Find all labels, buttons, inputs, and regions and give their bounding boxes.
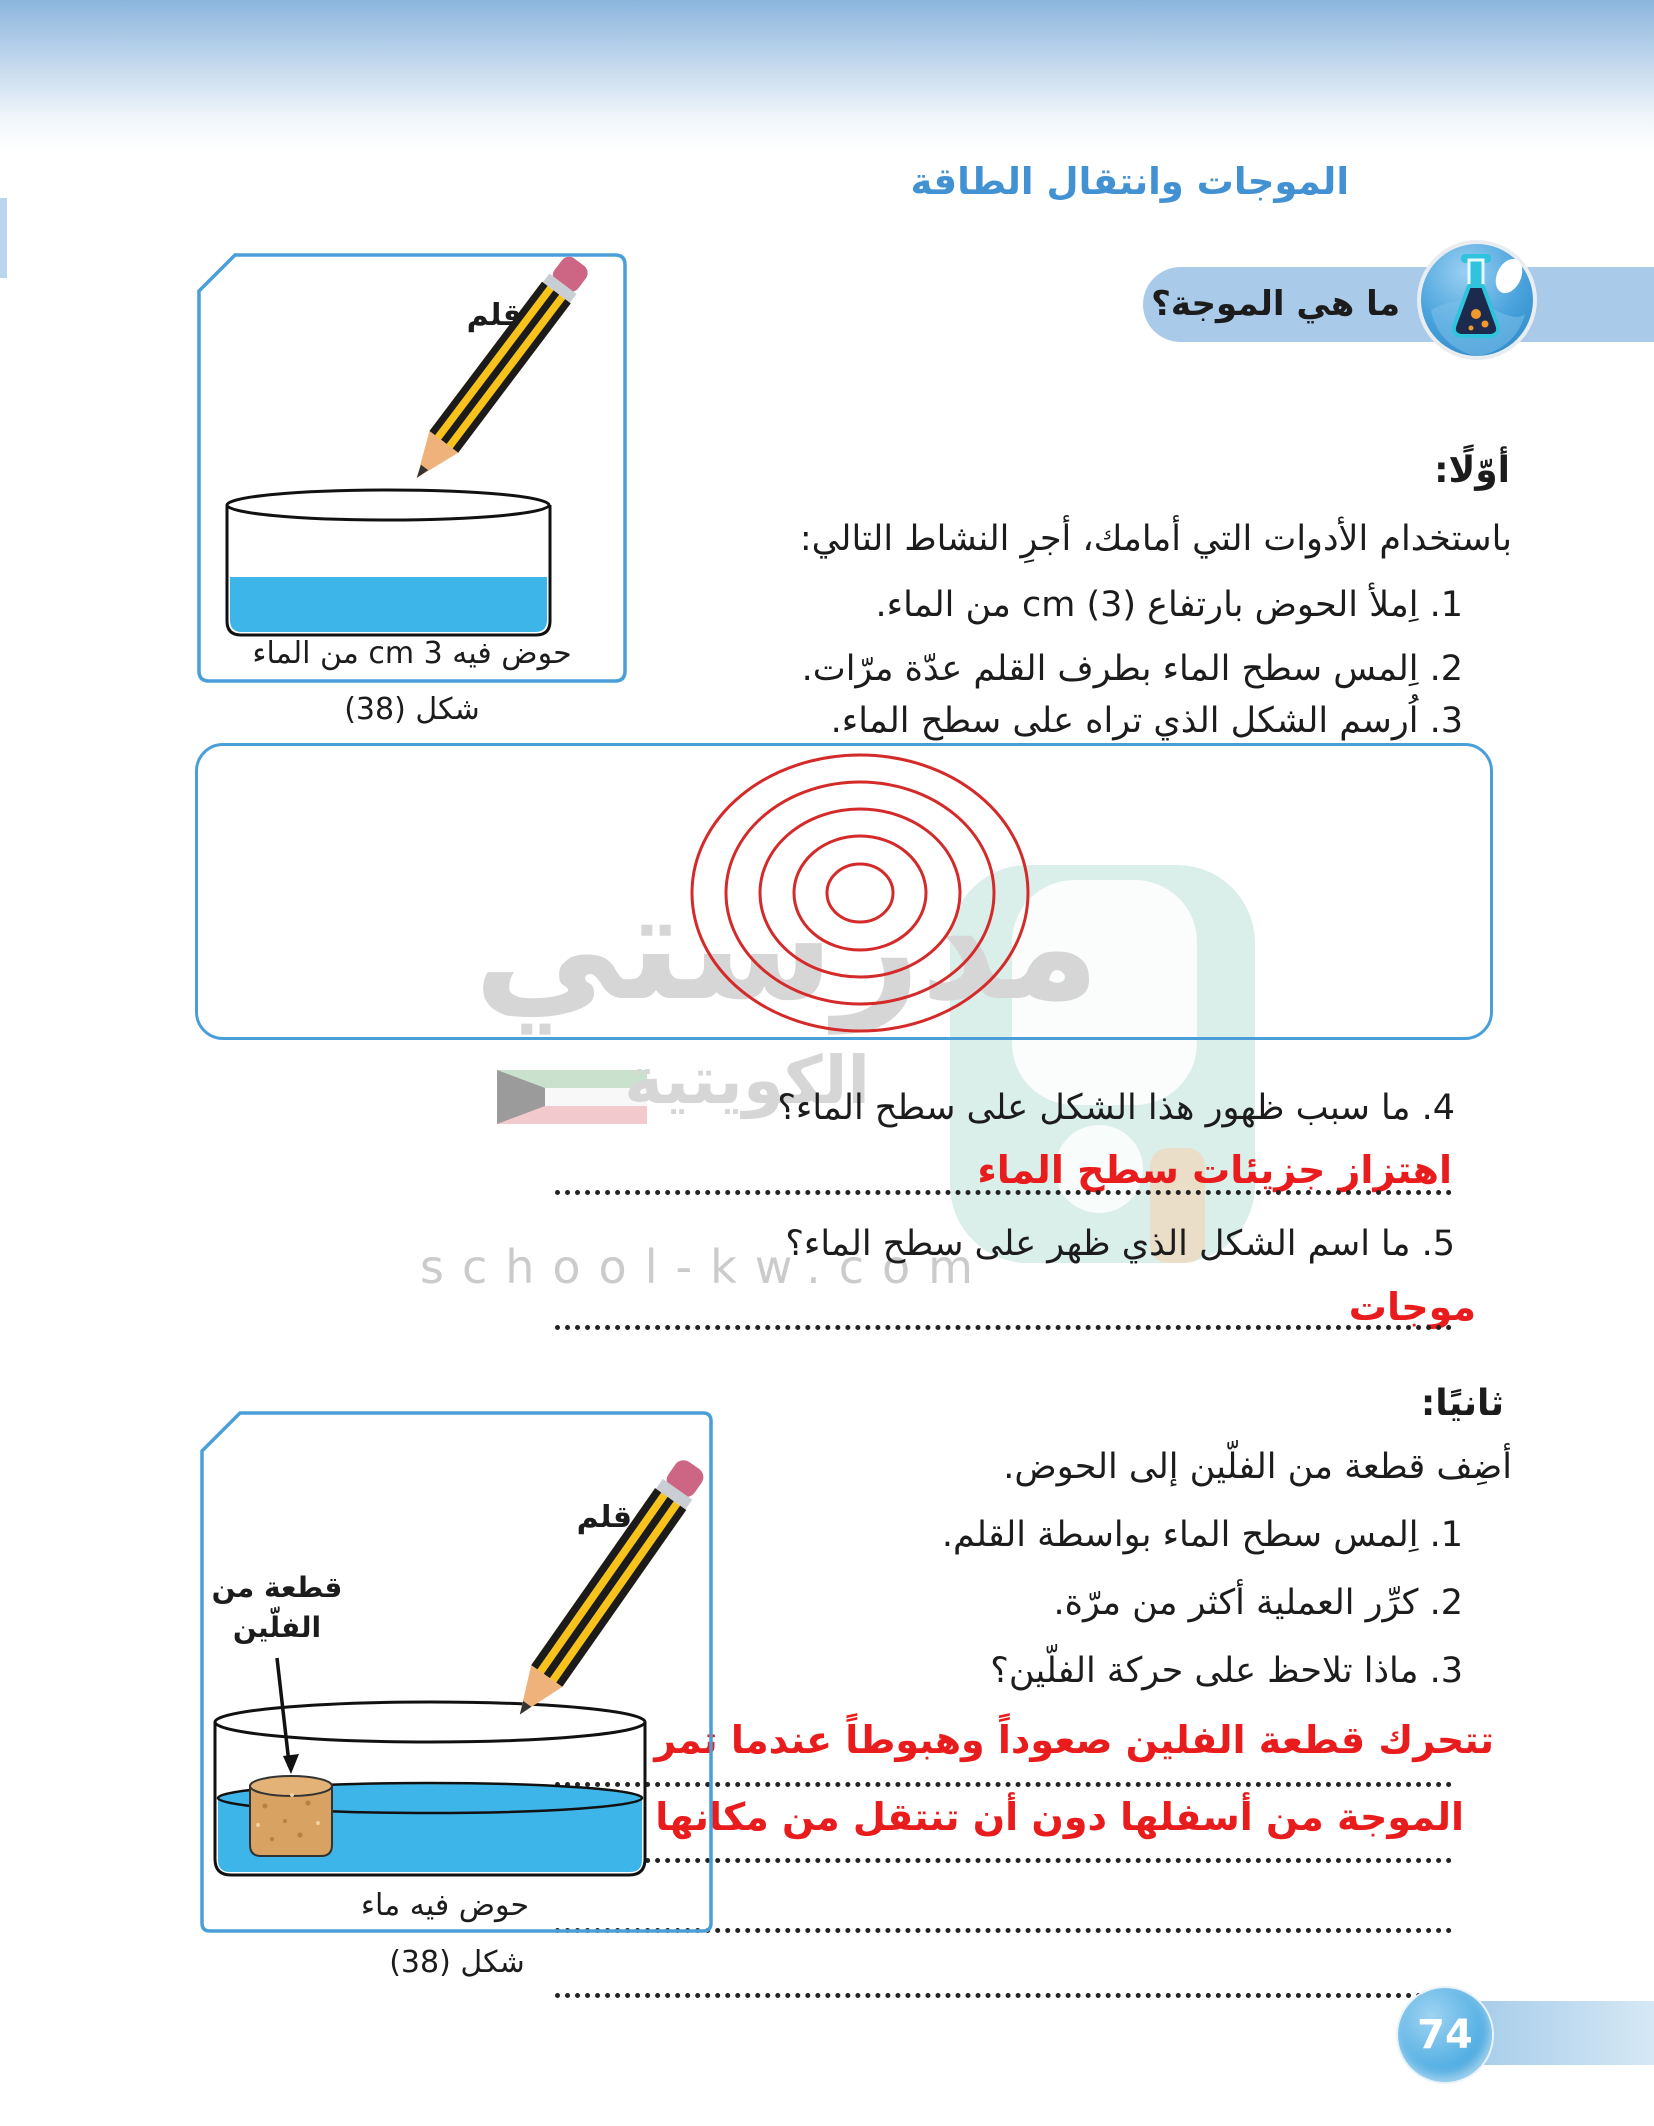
answer-line-2 [555, 1325, 1452, 1330]
figure2-pencil-label: قلم [576, 1500, 632, 1535]
left-edge-decoration [0, 198, 7, 278]
watermark-brand2-text: الكويتية [624, 1042, 870, 1119]
page-number-badge [1398, 1988, 1492, 2082]
activity1-step-1: 1. اِملأ الحوض بارتفاع cm (3) من الماء. [875, 585, 1463, 625]
answer-4: اهتزاز جزيئات سطح الماء [977, 1148, 1452, 1192]
cork-graphic [250, 1776, 332, 1856]
activity1-step-3: 3. اُرسم الشكل الذي تراه على سطح الماء. [830, 701, 1463, 741]
activity2-step-2: 2. كرِّر العملية أكثر من مرّة. [1053, 1583, 1463, 1623]
top-gradient-band [0, 0, 1654, 152]
figure2-cork-label [197, 1568, 357, 1648]
cork-label-line1: قطعة من [211, 1571, 343, 1604]
activity2-step-3: 3. ماذا تلاحظ على حركة الفلّين؟ [990, 1651, 1463, 1691]
figure2-illustration [200, 1411, 715, 1933]
figure1-label: شكل (38) [344, 692, 480, 727]
activity1-intro: باستخدام الأدوات التي أمامك، أجرِ النشاط التالي: [799, 519, 1512, 559]
flask-icon [1413, 236, 1541, 364]
figure2-label: شكل (38) [389, 1945, 525, 1980]
answer-line-6 [555, 1993, 1452, 1998]
question-4: 4. ما سبب ظهور هذا الشكل على سطح الماء؟ [777, 1088, 1455, 1128]
figure1-pencil-label: قلم [466, 298, 522, 333]
figure2-caption: حوض فيه ماء [360, 1888, 530, 1923]
watermark-brand-text: مدرستي [473, 860, 1100, 1034]
activity2-heading: ثانيًا: [1420, 1383, 1504, 1424]
activity2-answer-line1: تتحرك قطعة الفلين صعوداً وهبوطاً عندما تمر [654, 1718, 1494, 1762]
figure1-illustration [197, 253, 627, 683]
activity2-step-1: 1. اِلمس سطح الماء بواسطة القلم. [941, 1515, 1463, 1555]
question-5: 5. ما اسم الشكل الذي ظهر على سطح الماء؟ [785, 1224, 1455, 1264]
answer-5: موجات [1348, 1285, 1476, 1329]
page-title: الموجات وانتقال الطاقة [910, 160, 1349, 203]
page-number: 74 [1417, 2012, 1473, 2058]
pencil-graphic [402, 253, 593, 489]
ripple-rings [195, 743, 1493, 1040]
activity1-heading: أوّلًا: [1434, 450, 1510, 491]
watermark-site-text: school-kw.com [420, 1240, 991, 1294]
answer-line-1 [555, 1190, 1452, 1195]
cork-label-line2: الفلّين [232, 1611, 322, 1644]
section-header-label: ما هي الموجة؟ [1151, 284, 1400, 324]
figure1-caption: حوض فيه cm 3 من الماء [252, 636, 572, 671]
activity2-intro: أضِف قطعة من الفلّين إلى الحوض. [1003, 1447, 1512, 1487]
activity1-step-2: 2. اِلمس سطح الماء بطرف القلم عدّة مرّات. [801, 649, 1463, 689]
pencil-graphic [504, 1455, 709, 1726]
activity2-answer-line2: الموجة من أسفلها دون أن تنتقل من مكانها [655, 1795, 1464, 1839]
